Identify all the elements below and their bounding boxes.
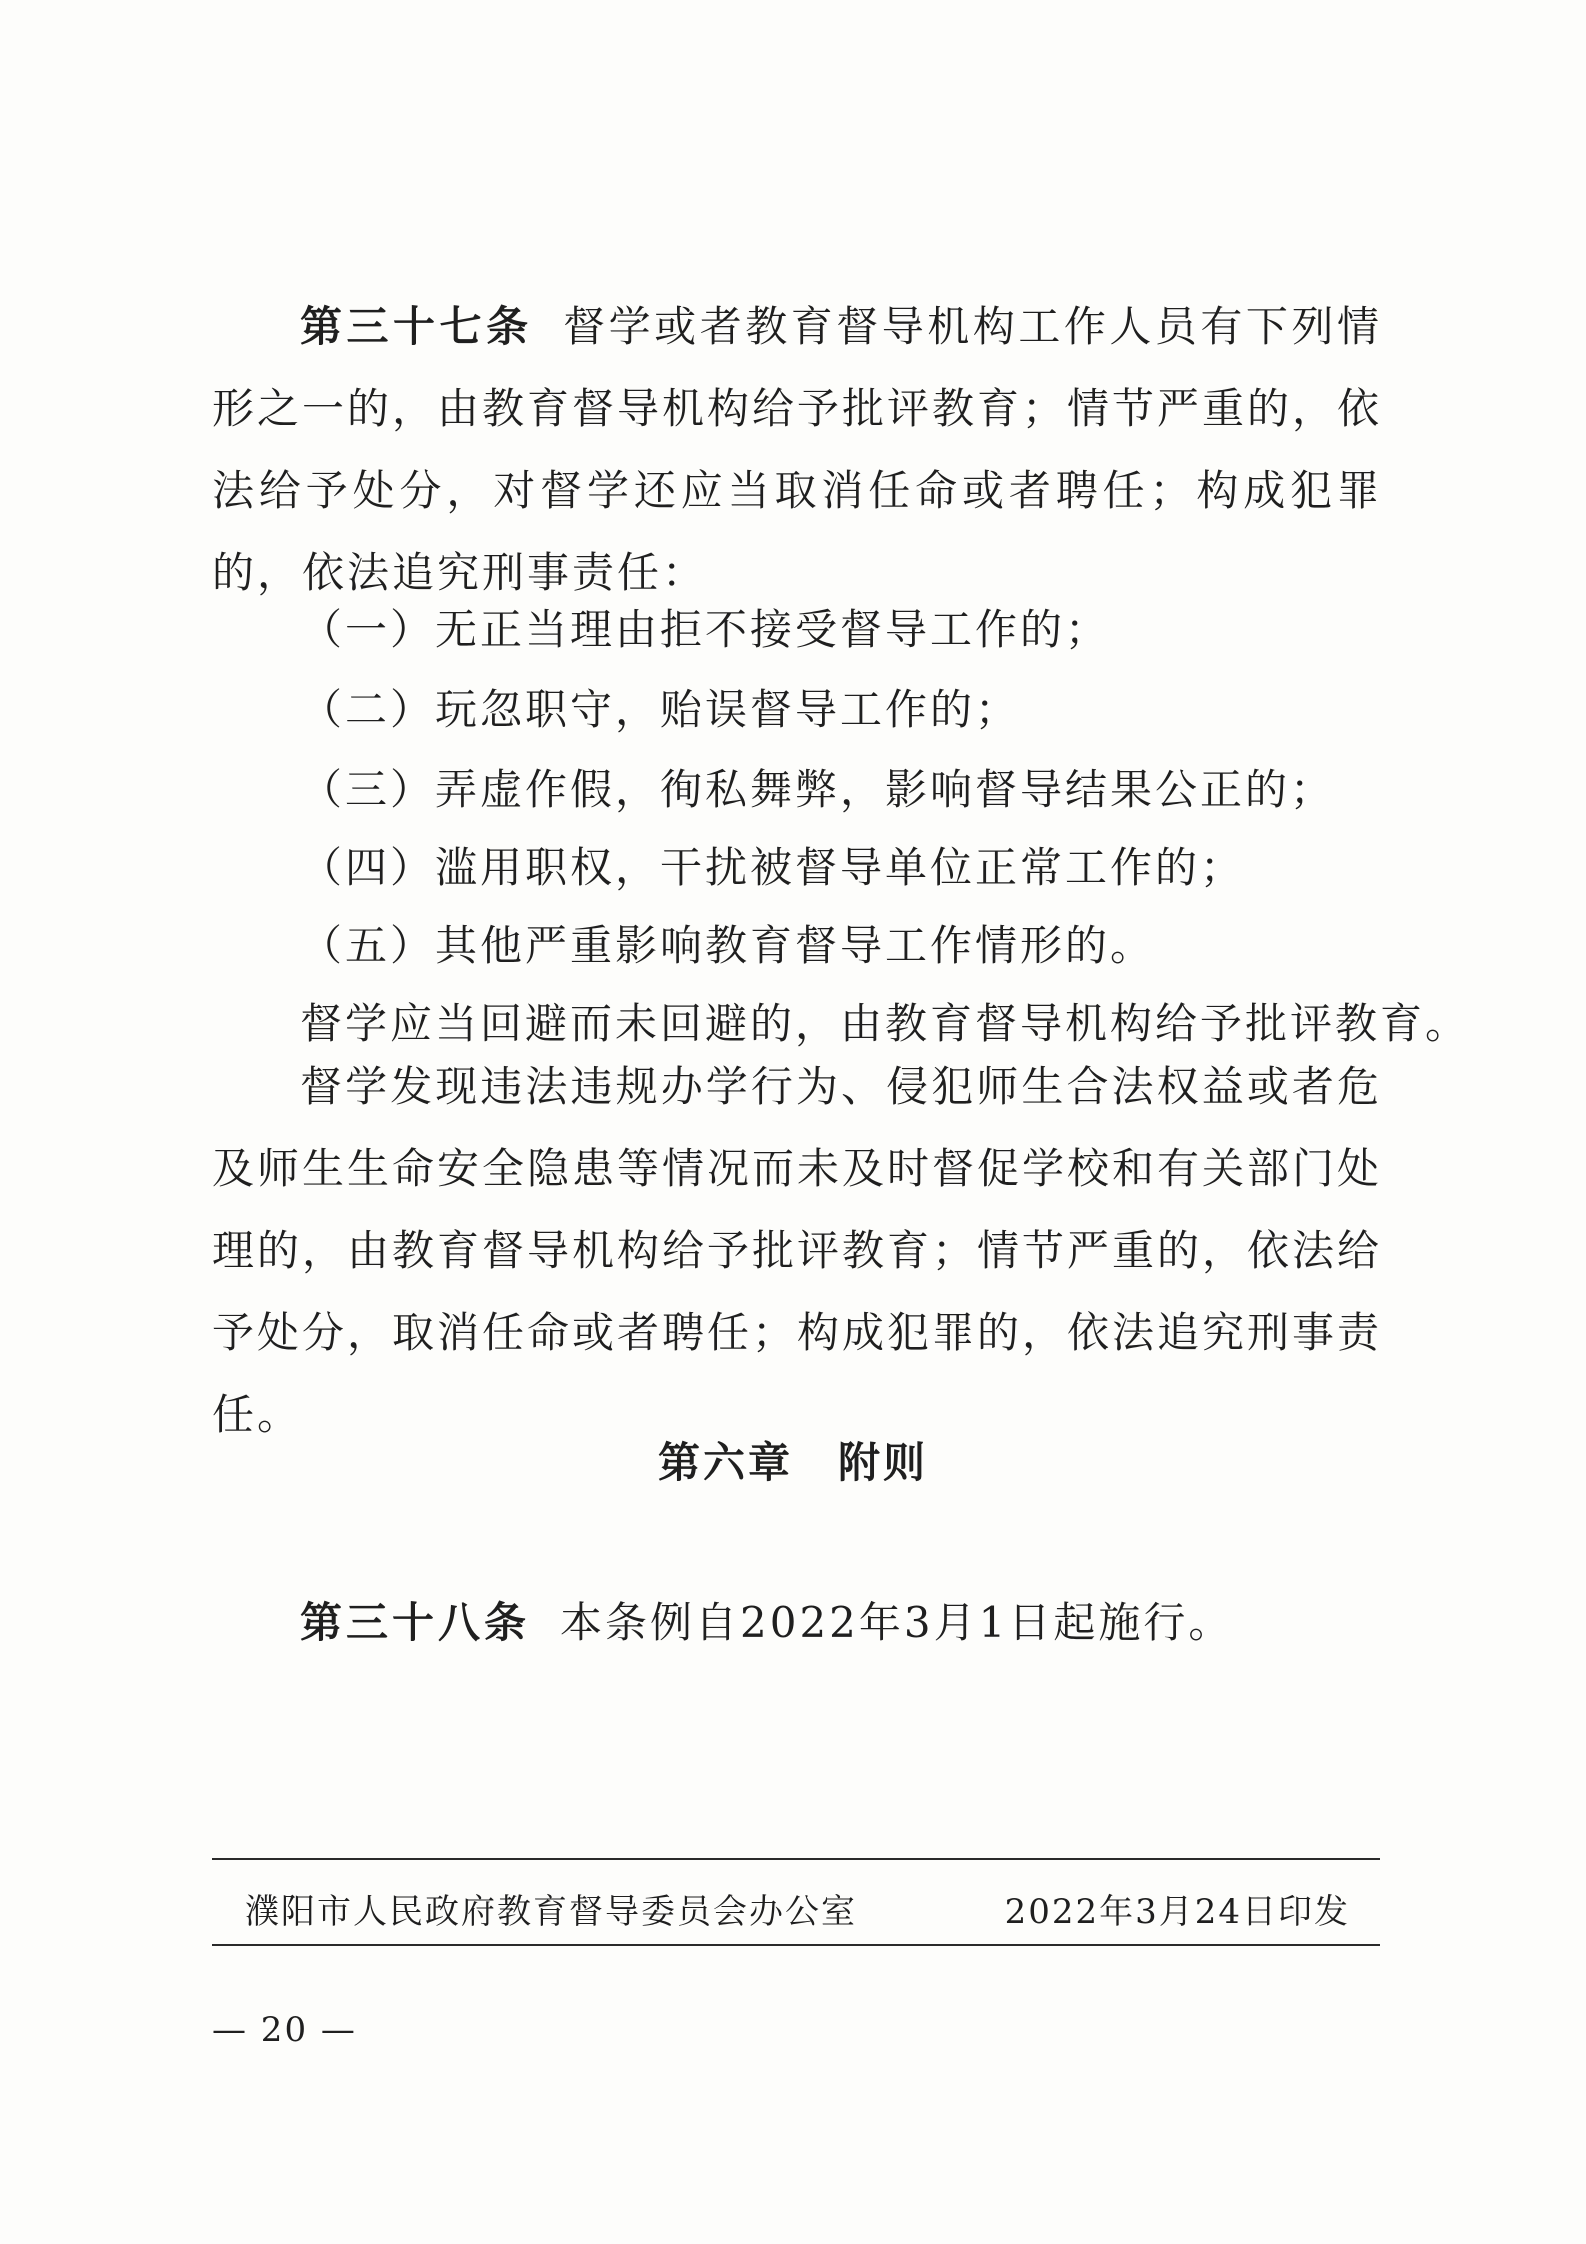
page-number: — 20 — <box>212 2010 357 2050</box>
chapter-heading: 第六章 附则 <box>657 1438 928 1487</box>
list-item: （二）玩忽职守，贻误督导工作的； <box>300 685 1021 734</box>
article-38-heading: 第三十八条 <box>300 1598 531 1647</box>
article-38-paragraph <box>300 1590 1233 1650</box>
footer-issuer: 濮阳市人民政府教育督导委员会办公室 <box>245 1892 857 1932</box>
footer-date: 2022年3月24日印发 <box>1004 1892 1350 1932</box>
article-37-heading: 第三十七条 <box>300 302 533 351</box>
list-item: （三）弄虚作假，徇私舞弊，影响督导结果公正的； <box>300 765 1336 814</box>
article-37-text: 督学或者教育督导机构工作人员有下列情形之一的，由教育督导机构给予批评教育；情节严重的，依法给予处分，对督学还应当取消任命或者聘任；构成犯罪的，依法追究刑事责任： <box>212 302 1383 597</box>
avoid-paragraph: 督学应当回避而未回避的，由教育督导机构给予批评教育。 <box>300 999 1471 1048</box>
article-38-text: 本条例自2022年3月1日起施行。 <box>560 1598 1234 1647</box>
article-37-paragraph <box>212 286 1382 614</box>
list-item: （四）滥用职权，干扰被督导单位正常工作的； <box>300 843 1246 892</box>
list-item: （五）其他严重影响教育督导工作情形的。 <box>300 921 1156 970</box>
footer-top-rule <box>212 1858 1380 1860</box>
violation-paragraph: 督学发现违法违规办学行为、侵犯师生合法权益或者危及师生生命安全隐患等情况而未及时督促学校和有关部门处理的，由教育督导机构给予批评教育；情节严重的，依法给予处分，取消任命或者聘任；构成犯罪的，依法追究刑事责任。 <box>212 1062 1383 1439</box>
footer-bottom-rule <box>212 1944 1380 1946</box>
list-item: （一）无正当理由拒不接受督导工作的； <box>300 605 1111 654</box>
